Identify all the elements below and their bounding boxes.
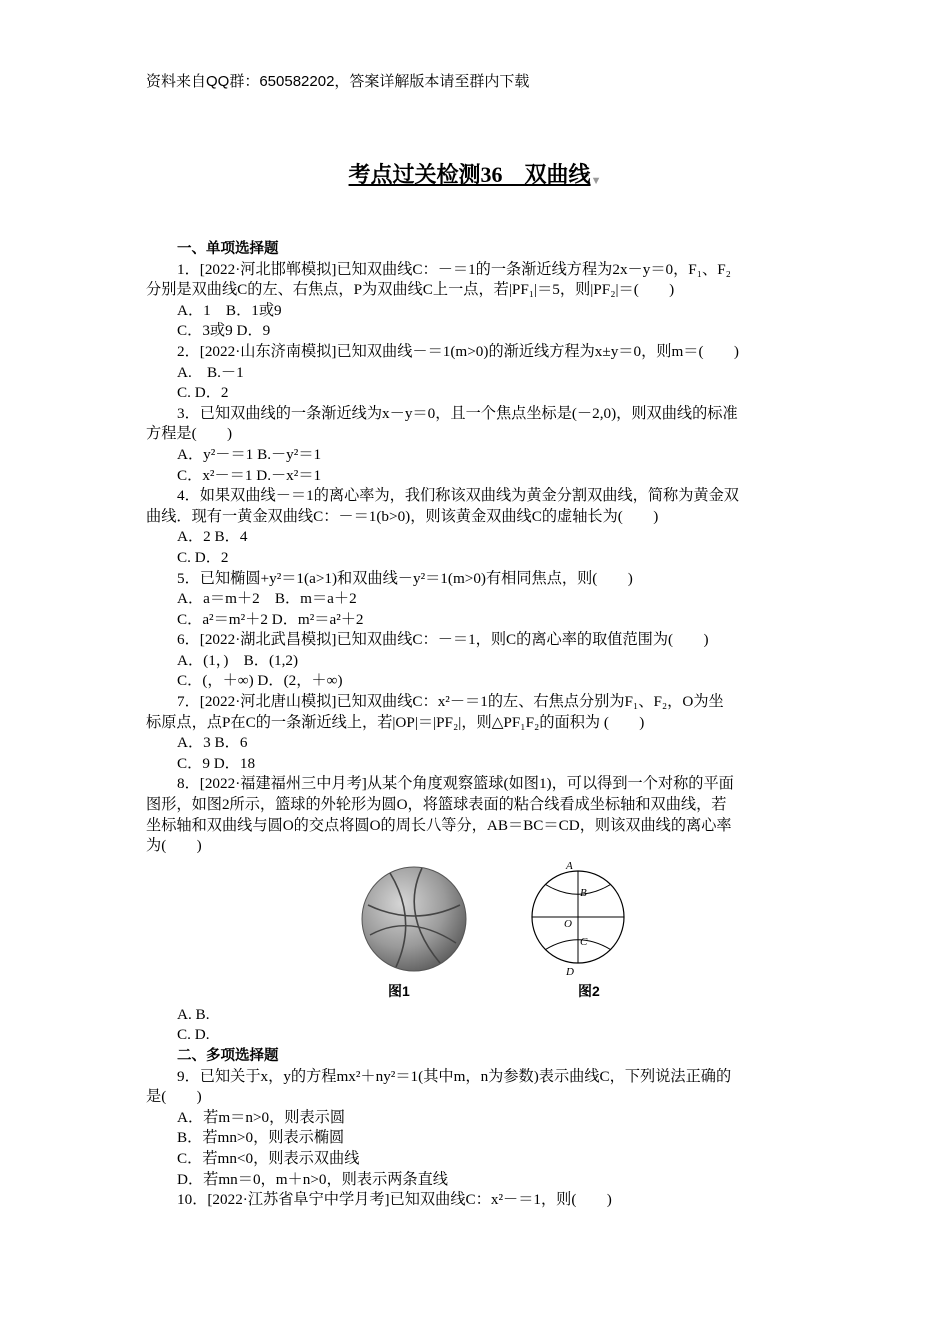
text-line: 坐标轴和双曲线与圆O的交点将圆O的周长八等分，AB＝BC＝CD，则该双曲线的离心率 [146,816,732,834]
text-line: C. D．2 [177,384,229,402]
text-line: A．3 B．6 [177,734,248,752]
point-label-o: O [564,917,572,930]
text-line: 5．已知椭圆+y²＝1(a>1)和双曲线－y²＝1(m>0)有相同焦点，则( ) [177,569,633,587]
figures-row [146,857,808,1005]
text-line: D．若mn＝0，m＋n>0，则表示两条直线 [177,1170,448,1188]
text-line: 3．已知双曲线的一条渐近线为x－y＝0，且一个焦点坐标是(－2,0)，则双曲线的标准 [177,404,738,422]
point-label-a: A [566,859,573,872]
text-line: C．a²＝m²＋2 D．m²＝a²＋2 [177,610,364,628]
point-label-d: D [566,965,574,977]
text-line: 一、单项选择题 [177,241,279,257]
text-line: 分别是双曲线C的左、右焦点，P为双曲线C上一点，若|PF₁|＝5，则|PF₂|＝( ) [146,281,675,299]
text-line: C．3或9 D．9 [177,322,271,340]
text-line: C. D．2 [177,548,229,566]
title-text: 考点过关检测36 双曲线 [348,162,591,187]
questions-part-1 [146,239,808,857]
text-line: 是( ) [146,1088,202,1106]
questions-part-2 [146,1005,808,1211]
text-line: C．x²－＝1 D.－x²＝1 [177,466,322,484]
page-title [0,158,950,189]
text-line: C．若mn<0，则表示双曲线 [177,1149,360,1167]
text-line: 为( ) [146,837,202,855]
text-line: 方程是( ) [146,425,233,443]
text-line: 标原点，点P在C的一条渐近线上，若|OP|＝|PF₂|，则△PF₁F₂的面积为 ( ) [146,713,645,731]
figure-2-caption: 图2 [578,982,600,999]
text-line: 10．[2022·江苏省阜宁中学月考]已知双曲线C：x²－＝1，则( ) [177,1191,612,1209]
text-line: A．(1，) B．(1,2) [177,651,299,669]
basketball-image [360,865,468,973]
text-line: A．若m＝n>0，则表示圆 [177,1108,346,1126]
collapse-triangle-icon: ▼ [590,175,602,187]
text-line: 8．[2022·福建福州三中月考]从某个角度观察篮球(如图1)，可以得到一个对称的平面 [177,775,734,793]
text-line: A．2 B．4 [177,528,248,546]
text-line: A. B.－1 [177,363,244,381]
text-line: A．y²－＝1 B.－y²＝1 [177,445,322,463]
text-line: 7．[2022·河北唐山模拟]已知双曲线C：x²－＝1的左、右焦点分别为F₁、F₂，O为坐 [177,693,724,711]
circle-hyperbola-diagram [528,857,628,977]
text-line: 6．[2022·湖北武昌模拟]已知双曲线C：－＝1，则C的离心率的取值范围为( ) [177,631,709,649]
text-line: 1．[2022·河北邯郸模拟]已知双曲线C：－＝1的一条渐近线方程为2x－y＝0，F₁、F₂ [177,260,731,278]
text-line: 图形，如图2所示，篮球的外轮形为圆O，将篮球表面的粘合线看成坐标轴和双曲线，若 [146,796,727,814]
text-line: C．9 D．18 [177,754,256,772]
text-line: A. B. [177,1005,210,1023]
point-label-c: C [580,935,588,948]
page-header: 资料来自QQ群：650582202，答案详解版本请至群内下载 [146,73,530,90]
text-line: 曲线．现有一黄金双曲线C：－＝1(b>0)，则该黄金双曲线C的虚轴长为( ) [146,507,659,525]
text-line: C．(，＋∞) D．(2，＋∞) [177,672,343,690]
text-line: 9．已知关于x，y的方程mx²＋ny²＝1(其中m，n为参数)表示曲线C，下列说法正确的 [177,1067,732,1085]
text-line: A．1 B．1或9 [177,301,282,319]
figure-1-caption: 图1 [388,982,410,999]
text-line: B．若mn>0，则表示椭圆 [177,1129,345,1147]
point-label-b: B [580,886,587,899]
document-body [146,239,808,1211]
text-line: 4．如果双曲线－＝1的离心率为，我们称该双曲线为黄金分割双曲线，简称为黄金双 [177,487,739,505]
text-line: 2．[2022·山东济南模拟]已知双曲线－＝1(m>0)的渐近线方程为x±y＝0，则m＝( ) [177,342,739,360]
text-line: 二、多项选择题 [177,1048,279,1064]
text-line: A．a＝m＋2 B．m＝a＋2 [177,590,357,608]
text-line: C. D. [177,1026,210,1044]
